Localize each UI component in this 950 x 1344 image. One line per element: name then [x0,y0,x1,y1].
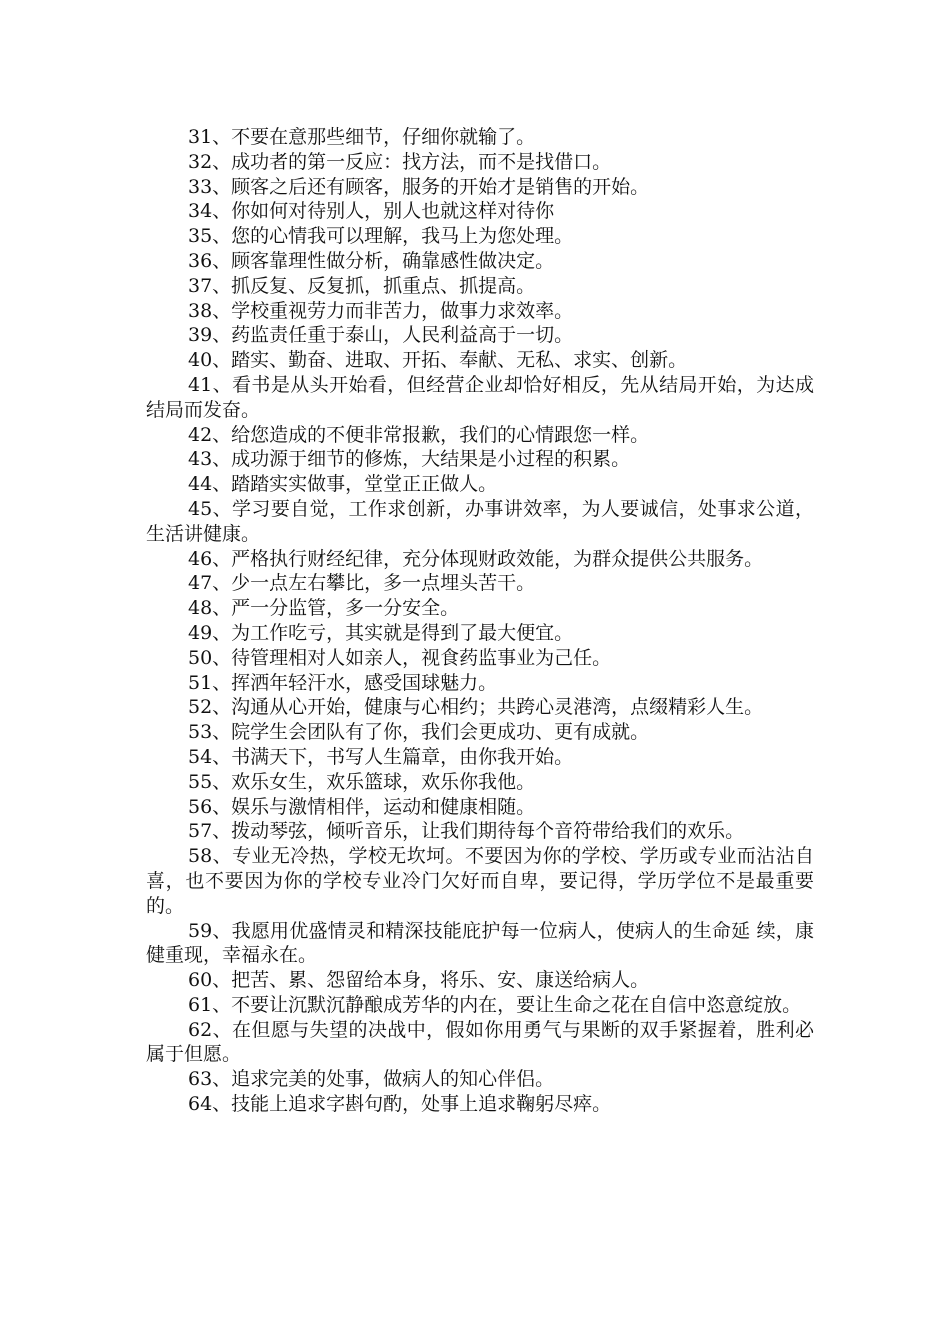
paragraph-53: 53、院学生会团队有了你，我们会更成功、更有成就。 [188,721,650,744]
paragraph-52: 52、沟通从心开始，健康与心相约；共跨心灵港湾，点缀精彩人生。 [188,696,764,719]
paragraph-44: 44、踏踏实实做事，堂堂正正做人。 [188,473,498,496]
paragraph-61: 61、不要让沉默沉静酿成芳华的内在，要让生命之花在自信中恣意绽放。 [188,993,802,1016]
paragraph-41: 41、看书是从头开始看，但经营企业却恰好相反，先从结局开始，为达成结局而发奋。 [146,373,814,421]
paragraph-33: 33、顾客之后还有顾客，服务的开始才是销售的开始。 [188,175,650,198]
paragraph-46: 46、严格执行财经纪律，充分体现财政效能，为群众提供公共服务。 [188,547,764,570]
paragraph-50: 50、待管理相对人如亲人，视食药监事业为己任。 [188,646,612,669]
paragraph-48: 48、严一分监管，多一分安全。 [188,597,460,620]
paragraph-64: 64、技能上追求字斟句酌，处事上追求鞠躬尽瘁。 [188,1093,612,1116]
paragraph-51: 51、挥洒年轻汗水，感受国球魅力。 [188,671,498,694]
paragraph-40: 40、踏实、勤奋、进取、开拓、奉献、无私、求实、创新。 [188,349,688,372]
paragraph-38: 38、学校重视劳力而非苦力，做事力求效率。 [188,299,574,322]
paragraph-42: 42、给您造成的不便非常报歉，我们的心情跟您一样。 [188,423,650,446]
paragraph-62: 62、在但愿与失望的决战中，假如你用勇气与果断的双手紧握着，胜利必属于但愿。 [146,1018,814,1066]
paragraph-56: 56、娱乐与激情相伴，运动和健康相随。 [188,795,536,818]
paragraph-37: 37、抓反复、反复抓，抓重点、抓提高。 [188,274,536,297]
paragraph-58: 58、专业无冷热，学校无坎坷。不要因为你的学校、学历或专业而沾沾自喜，也不要因为你的学校专业冷门欠好而自卑，要记得，学历学位不是最重要的。 [146,845,814,917]
paragraph-31: 31、不要在意那些细节，仔细你就输了。 [188,126,536,148]
paragraph-55: 55、欢乐女生，欢乐篮球，欢乐你我他。 [188,770,536,793]
paragraph-32: 32、成功者的第一反应：找方法，而不是找借口。 [188,150,612,173]
paragraph-54: 54、书满天下，书写人生篇章，由你我开始。 [188,745,574,768]
paragraph-60: 60、把苦、累、怨留给本身，将乐、安、康送给病人。 [188,969,650,992]
paragraph-47: 47、少一点左右攀比，多一点埋头苦干。 [188,572,536,595]
paragraph-36: 36、顾客靠理性做分析，确靠感性做决定。 [188,249,555,272]
paragraph-34: 34、你如何对待别人，别人也就这样对待你 [188,200,555,223]
paragraph-63: 63、追求完美的处事，做病人的知心伴侣。 [188,1068,555,1091]
paragraph-59: 59、我愿用优盛情灵和精深技能庇护每一位病人，使病人的生命延 续，康健重现，幸福永在。 [146,919,814,967]
paragraph-45: 45、学习要自觉，工作求创新，办事讲效率，为人要诚信，处事求公道，生活讲健康。 [146,497,814,545]
paragraph-35: 35、您的心情我可以理解，我马上为您处理。 [188,225,574,248]
paragraph-49: 49、为工作吃亏，其实就是得到了最大便宜。 [188,621,574,644]
paragraph-43: 43、成功源于细节的修炼，大结果是小过程的积累。 [188,448,631,471]
document-body [146,125,814,1117]
paragraph-39: 39、药监责任重于泰山，人民利益高于一切。 [188,324,574,347]
paragraph-57: 57、拨动琴弦，倾听音乐，让我们期待每个音符带给我们的欢乐。 [188,820,745,843]
